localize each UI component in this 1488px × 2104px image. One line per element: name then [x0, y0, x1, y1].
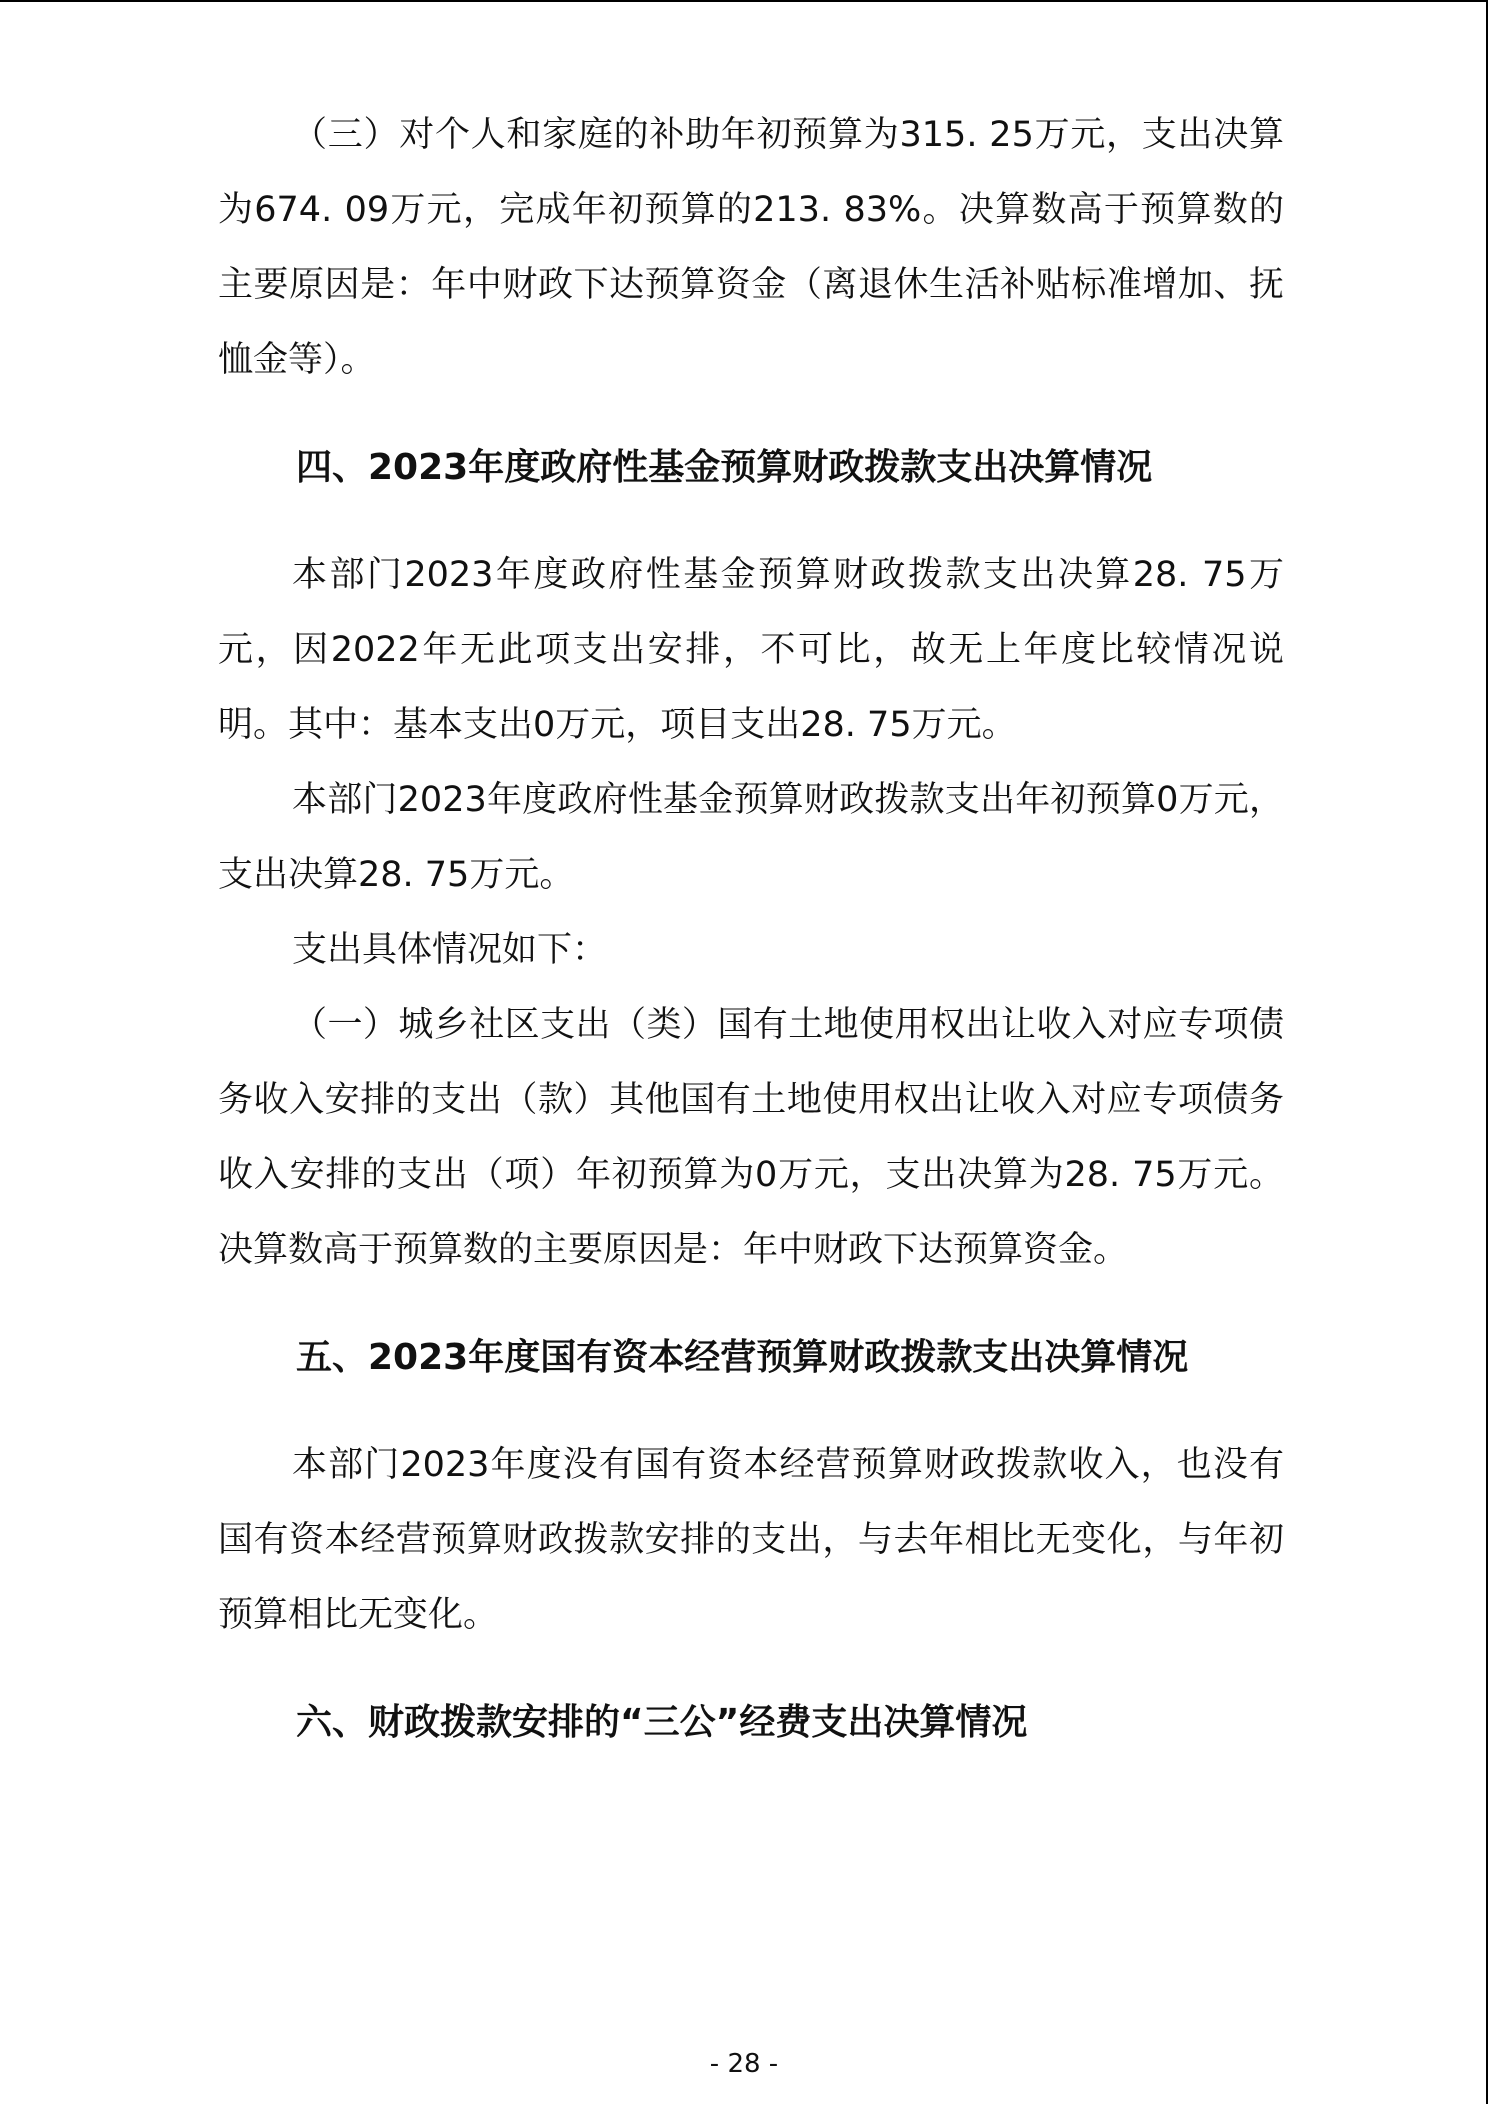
section-heading-5: 五、2023年度国有资本经营预算财政拨款支出决算情况	[296, 1337, 1189, 1378]
page-border-top	[0, 0, 1488, 2]
paragraph-individual-subsidy: （三）对个人和家庭的补助年初预算为315. 25万元，支出决算为674. 09万元，完成年初预算的213. 83%。决算数高于预算数的主要原因是：年中财政下达预算资金（离退休生活补贴标准增加、抚恤金等）。	[218, 115, 1284, 380]
paragraph-fund-budget: 本部门2023年度政府性基金预算财政拨款支出年初预算0万元，支出决算28. 75万元。	[218, 780, 1284, 895]
spacer	[218, 1388, 1284, 1428]
paragraph-state-capital: 本部门2023年度没有国有资本经营预算财政拨款收入，也没有国有资本经营预算财政拨款安排的支出，与去年相比无变化，与年初预算相比无变化。	[218, 1445, 1284, 1635]
section-heading-6: 六、财政拨款安排的“三公”经费支出决算情况	[296, 1702, 1028, 1743]
spacer	[218, 398, 1284, 438]
paragraph-fund-total: 本部门2023年度政府性基金预算财政拨款支出决算28. 75万元，因2022年无此项支出安排，不可比，故无上年度比较情况说明。其中：基本支出0万元，项目支出28. 75万元。	[218, 555, 1284, 745]
spacer	[218, 1288, 1284, 1328]
spacer	[218, 498, 1284, 538]
section-heading-4: 四、2023年度政府性基金预算财政拨款支出决算情况	[296, 447, 1153, 488]
document-body	[218, 98, 1284, 1753]
page-number: - 28 -	[709, 2049, 779, 2079]
paragraph-fund-detail-intro: 支出具体情况如下：	[292, 930, 608, 970]
spacer	[218, 1653, 1284, 1693]
paragraph-fund-item-1: （一）城乡社区支出（类）国有土地使用权出让收入对应专项债务收入安排的支出（款）其他国有土地使用权出让收入对应专项债务收入安排的支出（项）年初预算为0万元，支出决算为28. 75万元。决算数高于预算数的主要原因是：年中财政下达预算资金。	[218, 1005, 1284, 1270]
